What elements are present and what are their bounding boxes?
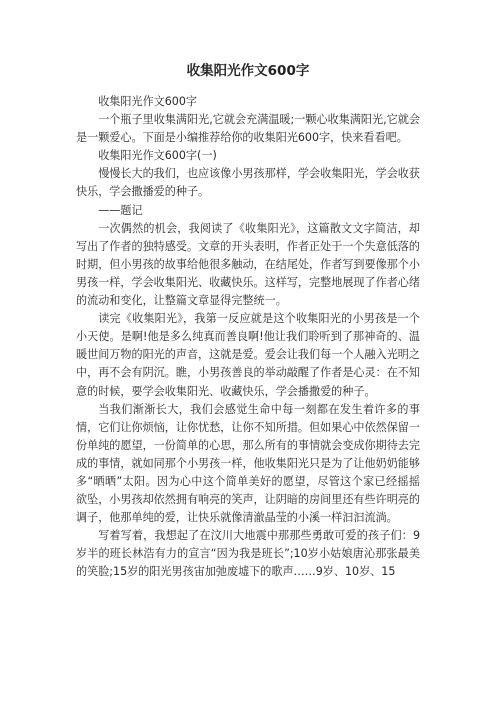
paragraph-subtitle: 收集阳光作文600字 — [98, 95, 198, 108]
paragraph-body: 当我们渐渐长大，我们会感觉生命中每一刻都在发生着许多的事情，它们让你烦恼，让你忧愁，让你不知所措。但如果心中依然保留一份单纯的愿望，一份简单的心思，那么所有的事情就会变成你期待去完成的事情，就如同那个小男孩一样，他收集阳光只是为了让他奶奶能够多“晒晒”太阳。因为心中这个简单美好的愿望，尽管这个家已经摇摇欲坠，小男孩却依然拥有响亮的笑声，让阴暗的房间里还有些许明亮的调子，他那单纯的爱，让快乐就像清澈晶莹的小溪一样汩汩流淌。 — [76, 402, 420, 525]
paragraph-intro: 一个瓶子里收集满阳光,它就会充满温暖;一颗心收集满阳光,它就会是一颗爱心。下面是小编推荐给你的收集阳光600字，快来看看吧。 — [76, 113, 420, 145]
paragraph-epigraph-attribution: ——题记 — [98, 203, 143, 217]
document-body — [76, 93, 420, 582]
document-title: 收集阳光作文600字 — [186, 63, 310, 79]
paragraph-section-heading: 收集阳光作文600字(一) — [98, 149, 217, 163]
paragraph-body: 写着写着，我想起了在汶川大地震中那那些勇敢可爱的孩子们：9岁半的班长林浩有力的宣言“因为我是班长”;10岁小姑娘唐沁那张最美的笑脸;15岁的阳光男孩宙加弛废墟下的歌声……9岁、10岁、15 — [76, 529, 420, 579]
paragraph-body: 读完《收集阳光》，我第一反应就是这个收集阳光的小男孩是一个小天使。是啊!他是多么纯真而善良啊!他让我们聆听到了那神奇的、温暖世间万物的阳光的声音，这就是爱。爱会让我们每一个人融入光明之中，再不会有阴沉。瞧，小男孩善良的举动敲醒了作者是心灵：在不知意的时候，要学会收集阳光、收藏快乐，学会播撒爱的种子。 — [76, 312, 420, 398]
paragraph-body: 一次偶然的机会，我阅读了《收集阳光》，这篇散文文字简洁，却写出了作者的独特感受。文章的开头表明，作者正处于一个失意低落的时期，但小男孩的故事给他很多触动，在结尾处，作者写到要像那个小男孩一样，学会收集阳光、收藏快乐。这样写，完整地展现了作者心绪的流动和变化，让整篇文章显得完整统一。 — [76, 221, 420, 308]
paragraph-epigraph: 慢慢长大的我们，也应该像小男孩那样，学会收集阳光，学会收获快乐，学会撒播爱的种子。 — [76, 167, 420, 199]
